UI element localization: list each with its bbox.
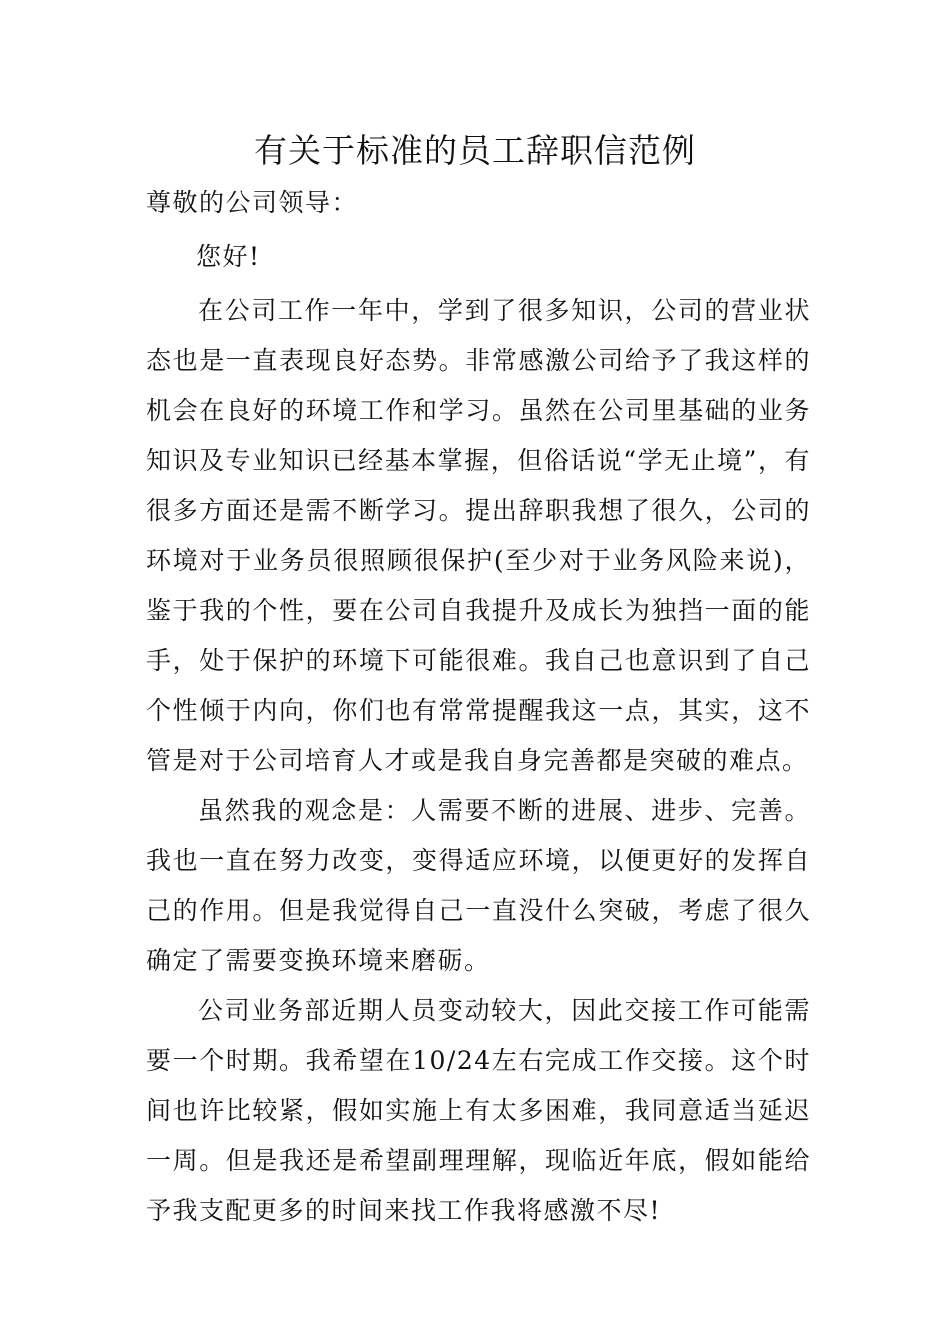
paragraph-1: 在公司工作一年中，学到了很多知识，公司的营业状态也是一直表现良好态势。非常感激公司给予了我这样的机会在良好的环境工作和学习。虽然在公司里基础的业务知识及专业知识已经基本掌握，但俗话说“学无止境”，有很多方面还是需不断学习。提出辞职我想了很久，公司的环境对于业务员很照顾很保护(至少对于业务风险来说)，鉴于我的个性，要在公司自我提升及成长为独挡一面的能手，处于保护的环境下可能很难。我自己也意识到了自己个性倾于内向，你们也有常常提醒我这一点，其实，这不管是对于公司培育人才或是我自身完善都是突破的难点。: [146, 296, 811, 775]
document-title: 有关于标准的员工辞职信范例: [254, 131, 696, 170]
letter-body: [146, 178, 811, 1236]
salutation: 尊敬的公司领导：: [146, 188, 359, 217]
paragraph-3: 公司业务部近期人员变动较大，因此交接工作可能需要一个时期。我希望在10/24左右完成工作交接。这个时间也许比较紧，假如实施上有太多困难，我同意适当延迟一周。但是我还是希望副理理解，现临近年底，假如能给予我支配更多的时间来找工作我将感激不尽!: [146, 996, 811, 1225]
greeting: 您好!: [196, 242, 261, 271]
paragraph-2: 虽然我的观念是：人需要不断的进展、进步、完善。我也一直在努力改变，变得适应环境，以便更好的发挥自己的作用。但是我觉得自己一直没什么突破，考虑了很久确定了需要变换环境来磨砺。: [146, 796, 811, 975]
